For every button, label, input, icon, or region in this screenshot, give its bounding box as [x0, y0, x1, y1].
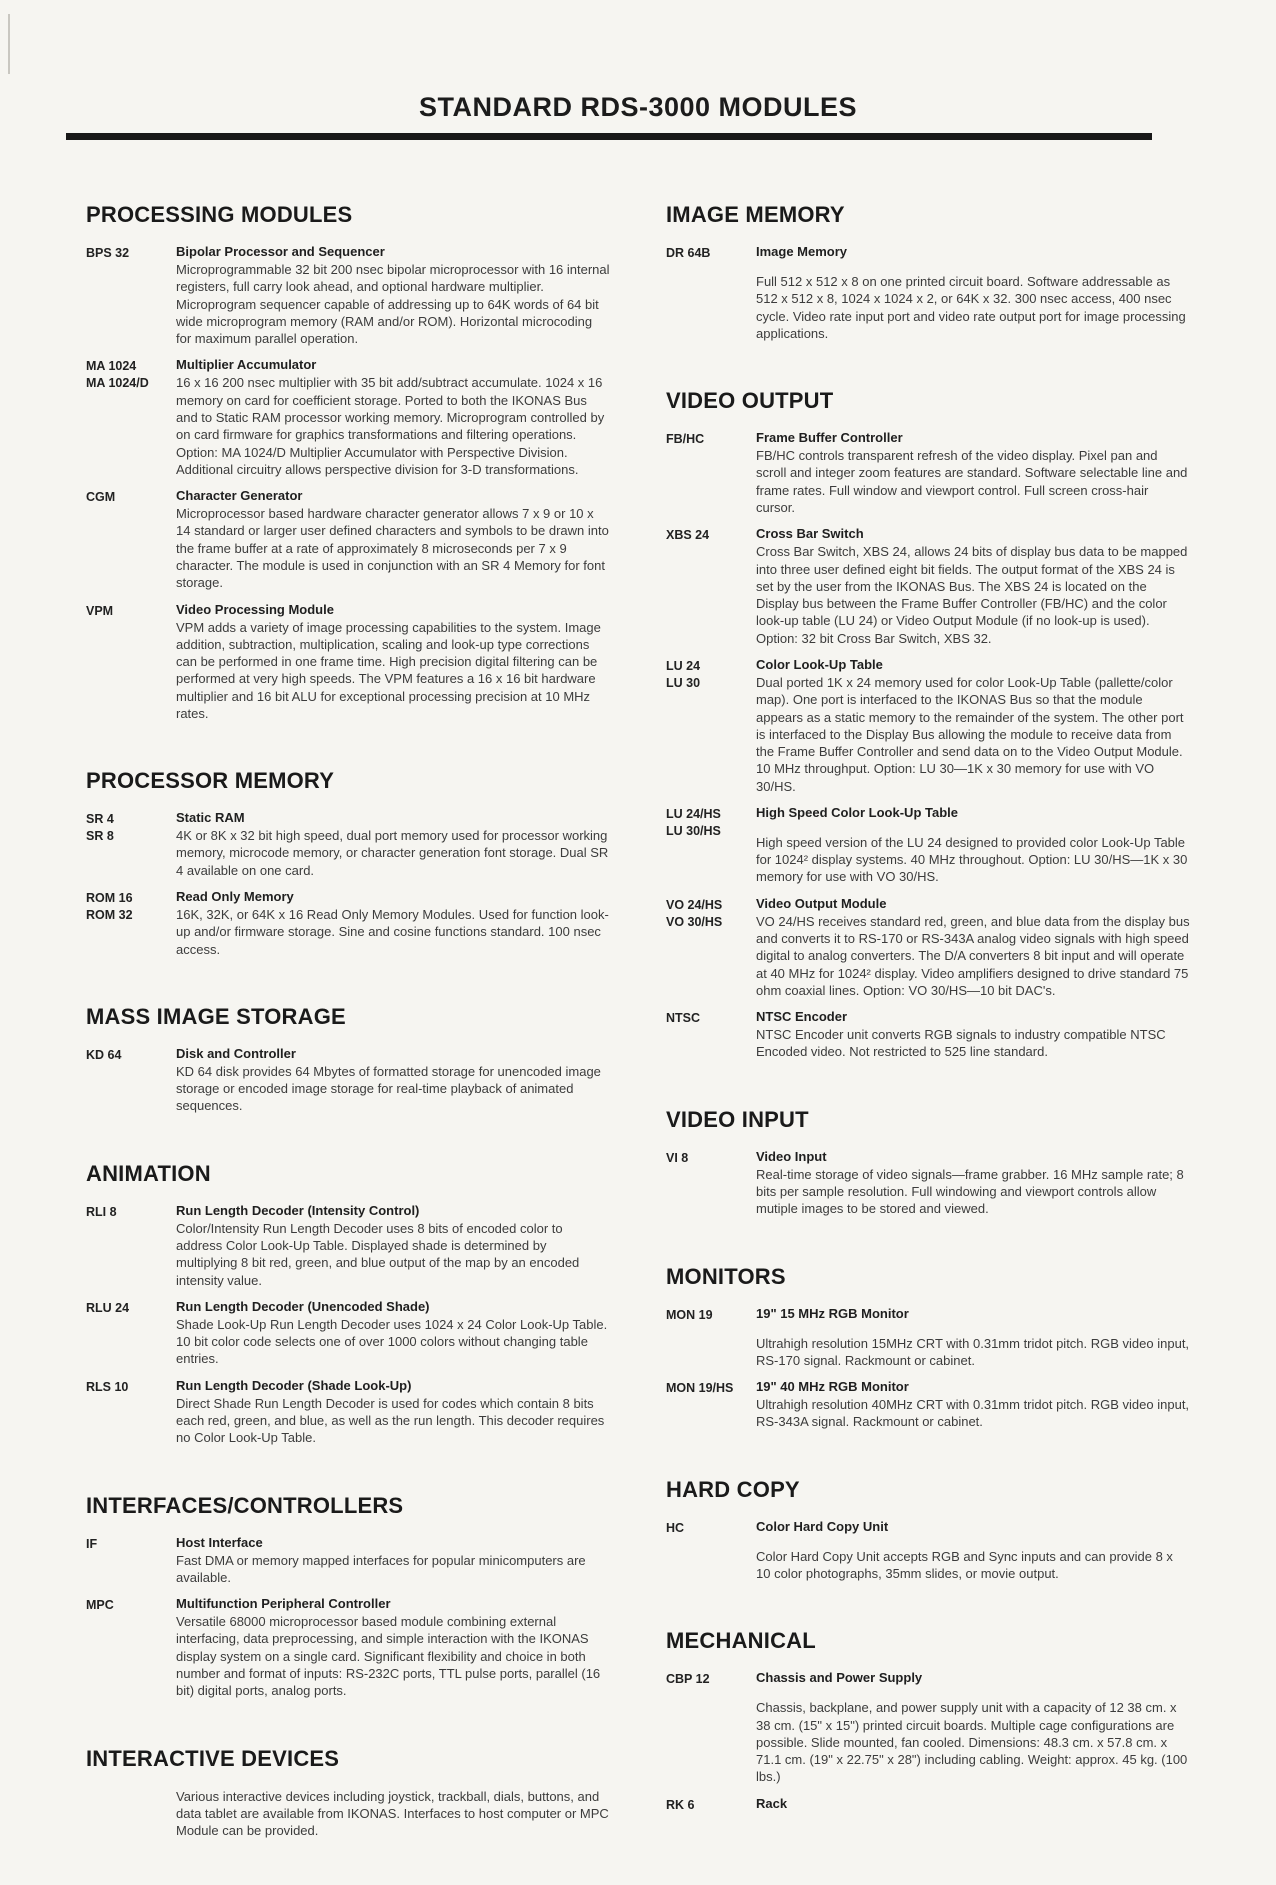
module-section [86, 1746, 610, 1840]
module-entry [666, 244, 1190, 342]
module-content [756, 657, 1190, 795]
module-entry [86, 1788, 610, 1840]
module-code [666, 1796, 756, 1814]
section-heading: VIDEO OUTPUT [666, 388, 834, 414]
module-content [756, 896, 1190, 999]
module-code [86, 488, 176, 591]
module-code-line: RLI 8 [86, 1204, 117, 1219]
module-content [176, 1299, 610, 1368]
module-code-line: BPS 32 [86, 246, 130, 260]
module-code [666, 896, 756, 999]
module-entry [666, 1149, 1190, 1218]
section-heading: INTERFACES/CONTROLLERS [86, 1492, 404, 1518]
module-entry [666, 1670, 1190, 1785]
module-title: Color Look-Up Table [756, 656, 883, 672]
module-content [176, 1596, 610, 1699]
module-description: NTSC Encoder unit converts RGB signals to industry compatible NTSC Encoded video. Not restricted to 525 line standard. [756, 1027, 1166, 1060]
module-content [176, 1378, 610, 1447]
module-entry [666, 1379, 1190, 1431]
module-code [666, 1009, 756, 1061]
module-content [756, 1379, 1190, 1431]
module-title: Disk and Controller [176, 1045, 296, 1061]
module-description: Cross Bar Switch, XBS 24, allows 24 bits of display bus data to be mapped into three user defined eight bit fields. The output format of the XBS 24 is set by the user from the IKONAS Bus. The XBS 24 is located on the Display bus between the Frame Buffer Controller (FB/HC) and the color look-up table (LU 24) or Video Output Module (if no look-up is used). Option: 32 bit Cross Bar Switch, XBS 32. [756, 544, 1188, 646]
module-description: KD 64 disk provides 64 Mbytes of formatted storage for unencoded image storage or encoded image storage for real-time playback of animated sequences. [176, 1063, 601, 1114]
module-section [666, 388, 1190, 1061]
module-section [86, 1004, 610, 1115]
module-title: Bipolar Processor and Sequencer [176, 244, 385, 259]
module-title: Video Output Module [756, 895, 887, 911]
module-entry [86, 1046, 610, 1115]
module-section [86, 1493, 610, 1700]
module-code-line: XBS 24 [666, 528, 710, 543]
module-code [86, 1596, 176, 1699]
module-code [86, 1046, 176, 1115]
module-code-line: ROM 16 [86, 891, 133, 906]
module-code [666, 657, 756, 795]
module-description: Color Hard Copy Unit accepts RGB and Sync inputs and can provide 8 x 10 color photographs, 35mm slides, or movie output. [756, 1548, 1173, 1581]
module-description: 16 x 16 200 nsec multiplier with 35 bit add/subtract accumulate. 1024 x 16 memory on card for coefficient storage. Ported to both the IKONAS Bus and to Static RAM processor working memory. Microprogram controlled by on card firmware for graphics transformations and filtering operations. Option: MA 1024/D Multiplier Accumulator with Perspective Division. Additional circuitry allows perspective division for 3-D transformations. [176, 375, 605, 477]
section-heading: VIDEO INPUT [666, 1106, 809, 1132]
module-code-line: MPC [86, 1598, 114, 1613]
module-description: FB/HC controls transparent refresh of the video display. Pixel pan and scroll and integer zoom features are standard. Software selectable line and frame rates. Full window and viewport control. Full screen cross-hair cursor. [756, 448, 1188, 515]
section-heading: PROCESSOR MEMORY [86, 768, 335, 794]
module-title: Frame Buffer Controller [756, 430, 903, 446]
module-code-line: RLS 10 [86, 1379, 129, 1394]
module-code [86, 1203, 176, 1289]
module-description: Shade Look-Up Run Length Decoder uses 1024 x 24 Color Look-Up Table. 10 bit color code selects one of over 1000 colors without changing table entries. [176, 1316, 608, 1367]
module-code [666, 1306, 756, 1370]
module-code-line: VO 24/HS [666, 897, 723, 912]
module-entry [666, 657, 1190, 795]
module-code-line: LU 24 [666, 658, 701, 673]
module-code-line: SR 4 [86, 812, 114, 827]
module-title: Cross Bar Switch [756, 526, 864, 542]
section-heading: HARD COPY [666, 1476, 800, 1502]
module-code [666, 805, 756, 886]
section-heading: MECHANICAL [666, 1628, 816, 1654]
module-content [176, 602, 610, 723]
module-title: Static RAM [176, 810, 245, 826]
module-entry [666, 526, 1190, 647]
module-content [176, 1535, 610, 1587]
module-title: High Speed Color Look-Up Table [756, 804, 958, 820]
module-title: Multiplier Accumulator [176, 357, 317, 373]
module-title: Chassis and Power Supply [756, 1670, 923, 1686]
page-title: STANDARD RDS-3000 MODULES [418, 92, 858, 122]
module-description: Ultrahigh resolution 15MHz CRT with 0.31mm tridot pitch. RGB video input, RS-170 signal. Rackmount or cabinet. [756, 1335, 1190, 1368]
module-code [666, 1149, 756, 1218]
module-content [176, 488, 610, 591]
module-code [86, 602, 176, 723]
module-code [666, 430, 756, 516]
module-content [756, 1149, 1190, 1218]
module-entry [86, 810, 610, 879]
module-entry [86, 1299, 610, 1368]
module-content [756, 1519, 1190, 1583]
module-title: Run Length Decoder (Intensity Control) [176, 1202, 420, 1218]
module-code [666, 1670, 756, 1785]
module-code-line: HC [666, 1520, 685, 1535]
module-content [176, 889, 610, 958]
module-description: Various interactive devices including joystick, trackball, dials, buttons, and data tablet are available from IKONAS. Interfaces to host computer or MPC Module can be provided. [176, 1788, 609, 1839]
module-description: Chassis, backplane, and power supply unit with a capacity of 12 38 cm. x 38 cm. (15" x 15") printed circuit boards. Multiple cage configurations are possible. Slide mounted, fan cooled. Dimensions: 48.3 cm. x 57.8 cm. x 71.1 cm. (19" x 22.75" x 28") including cabling. Weight: approx. 45 kg. (100 lbs.) [756, 1700, 1188, 1785]
module-code-line: KD 64 [86, 1047, 122, 1062]
module-code-line: RK 6 [666, 1797, 695, 1812]
module-content [756, 244, 1190, 342]
module-code-line: VO 30/HS [666, 914, 723, 929]
module-content [176, 1203, 610, 1289]
module-content [176, 357, 610, 478]
module-title: Character Generator [176, 488, 303, 504]
module-entry [86, 889, 610, 958]
section-heading: ANIMATION [86, 1160, 211, 1186]
module-code-line: VPM [86, 603, 114, 618]
module-code [666, 244, 756, 342]
module-description: Versatile 68000 microprocessor based module combining external interfacing, data preprocessing, and simple interaction with the IKONAS display system on a single card. Significant flexibility and choice in both number and format of inputs: RS-232C ports, TTL pulse ports, parallel (16 bit) digital ports, analog ports. [176, 1614, 601, 1699]
module-description: VO 24/HS receives standard red, green, and blue data from the display bus and converts it to RS-170 or RS-343A analog video signals with high speed digital to analog converters. The D/A converters 8 bit input and will operate at 40 MHz for 1024² display. Video amplifiers designed to drive standard 75 ohm coaxial lines. Option: VO 30/HS—10 bit DAC's. [756, 913, 1190, 998]
module-title: Host Interface [176, 1534, 263, 1550]
module-content [756, 1796, 1190, 1814]
left-column [86, 202, 610, 1885]
module-description: 16K, 32K, or 64K x 16 Read Only Memory Modules. Used for function look-up and/or firmware storage. Sine and cosine functions standard. 100 nsec access. [176, 907, 609, 957]
section-heading: INTERACTIVE DEVICES [86, 1745, 340, 1771]
module-title: Multifunction Peripheral Controller [176, 1596, 391, 1612]
module-title: Video Input [756, 1148, 827, 1164]
module-code [86, 1299, 176, 1368]
two-column-layout [0, 202, 1276, 1885]
module-section [86, 768, 610, 958]
module-entry [666, 1796, 1190, 1814]
section-heading: MASS IMAGE STORAGE [86, 1003, 346, 1029]
module-code-line: LU 24/HS [666, 806, 721, 821]
module-code-line: VI 8 [666, 1150, 689, 1165]
module-entry [666, 1519, 1190, 1583]
module-entry [86, 488, 610, 591]
module-description: 4K or 8K x 32 bit high speed, dual port memory used for processor working memory, microcode memory, or character generation font storage. Dual SR 4 available on one card. [176, 828, 609, 878]
module-content [176, 1046, 610, 1115]
module-code-line: LU 30 [666, 675, 701, 690]
module-code [666, 1379, 756, 1431]
module-description: VPM adds a variety of image processing capabilities to the system. Image addition, subtraction, multiplication, scaling and look-up type corrections can be performed in one frame time. High precision digital filtering can be performed at very high speeds. The VPM features a 16 x 16 bit hardware multiplier and 16 bit ALU for exceptional processing precision at 10 MHz rates. [176, 619, 601, 721]
module-section [666, 1477, 1190, 1583]
module-code-line: DR 64B [666, 246, 711, 260]
page-header [0, 0, 1276, 140]
module-code-line: RLU 24 [86, 1300, 130, 1315]
module-content [756, 430, 1190, 516]
module-entry [86, 1203, 610, 1289]
module-code-line: LU 30/HS [666, 823, 721, 838]
module-code-line: MA 1024 [86, 359, 137, 374]
module-entry [86, 244, 610, 347]
module-code [666, 1519, 756, 1583]
module-title: 19" 15 MHz RGB Monitor [756, 1305, 909, 1321]
module-code [86, 357, 176, 478]
module-description: Direct Shade Run Length Decoder is used for codes which contain 8 bits each red, green, and blue, as well as the run length. This decoder requires no Color Look-Up Table. [176, 1395, 605, 1446]
module-code-line: SR 8 [86, 829, 114, 844]
module-title: Run Length Decoder (Shade Look-Up) [176, 1377, 412, 1393]
module-entry [86, 1535, 610, 1587]
module-description: Real-time storage of video signals—frame grabber. 16 MHz sample rate; 8 bits per sample resolution. Full windowing and viewport controls allow mutiple images to be stored and viewed. [756, 1166, 1184, 1217]
module-title: Video Processing Module [176, 601, 334, 617]
module-entry [666, 805, 1190, 886]
module-section [86, 1161, 610, 1447]
module-code [86, 889, 176, 958]
module-code [86, 1788, 176, 1840]
module-code-line: MON 19/HS [666, 1381, 734, 1396]
module-code-line: NTSC [666, 1011, 701, 1026]
module-content [756, 526, 1190, 647]
module-section [666, 202, 1190, 342]
section-heading: MONITORS [666, 1263, 786, 1289]
module-entry [666, 896, 1190, 999]
module-description: High speed version of the LU 24 designed to provided color Look-Up Table for 1024² display systems. 40 MHz throughout. Option: LU 30/HS—1K x 30 memory for use with VO 30/HS. [756, 834, 1188, 885]
module-entry [86, 602, 610, 723]
module-code-line: MA 1024/D [86, 376, 149, 391]
module-code [86, 244, 176, 347]
module-title: Image Memory [756, 244, 848, 259]
module-content [176, 810, 610, 879]
module-content [756, 1009, 1190, 1061]
module-description: Dual ported 1K x 24 memory used for color Look-Up Table (pallette/color map). One port is interfaced to the IKONAS Bus so that the module appears as a static memory to the remainder of the system. The other port is interfaced to the Display Bus allowing the module to receive data from the Frame Buffer Controller and send data on to the Video Output Module. 10 MHz throughput. Option: LU 30—1K x 30 memory for use with VO 30/HS. [756, 674, 1184, 794]
module-section [86, 202, 610, 722]
module-code-line: MON 19 [666, 1307, 713, 1322]
section-heading: IMAGE MEMORY [666, 202, 845, 227]
module-description: Fast DMA or memory mapped interfaces for popular minicomputers are available. [176, 1552, 586, 1585]
module-entry [86, 357, 610, 478]
module-title: 19" 40 MHz RGB Monitor [756, 1379, 909, 1395]
module-code [666, 526, 756, 647]
module-entry [666, 1306, 1190, 1370]
module-code-line: ROM 32 [86, 907, 133, 922]
section-heading: PROCESSING MODULES [86, 202, 353, 227]
module-content [756, 1670, 1190, 1785]
scan-edge-artifact [8, 14, 10, 74]
right-column [666, 202, 1190, 1860]
module-title: Read Only Memory [176, 889, 294, 905]
module-entry [666, 1009, 1190, 1061]
module-code [86, 1378, 176, 1447]
module-code-line: CGM [86, 490, 116, 505]
module-description: Color/Intensity Run Length Decoder uses 8 bits of encoded color to address Color Look-Up Table. Displayed shade is determined by multiplying 8 bit red, green, and blue output of the map by an encoded intensity value. [176, 1220, 580, 1288]
module-section [666, 1264, 1190, 1431]
module-description: Full 512 x 512 x 8 on one printed circuit board. Software addressable as 512 x 512 x 8, 1024 x 1024 x 2, or 64K x 32. 300 nsec access, 400 nsec cycle. Video rate input port and video rate output port for image processing applications. [756, 274, 1186, 341]
module-code [86, 1535, 176, 1587]
module-content [176, 1788, 610, 1840]
title-rule [66, 133, 1152, 140]
module-description: Microprogrammable 32 bit 200 nsec bipolar microprocessor with 16 internal registers, full carry look ahead, and optional hardware multiplier. Microprogram sequencer capable of addressing up to 64K words of 64 bit wide microprogram memory (RAM and/or ROM). Horizontal microcoding for maximum parallel operation. [176, 262, 610, 347]
module-entry [666, 430, 1190, 516]
module-code [86, 810, 176, 879]
module-code-line: CBP 12 [666, 1672, 710, 1687]
module-content [756, 1306, 1190, 1370]
module-section [666, 1628, 1190, 1813]
module-code-line: IF [86, 1536, 98, 1551]
module-description: Microprocessor based hardware character generator allows 7 x 9 or 10 x 14 standard or larger user defined characters and symbols to be drawn into the frame buffer at a rate of approximately 8 microseconds per 7 x 9 character. The module is used in conjunction with an SR 4 Memory for font storage. [176, 506, 609, 591]
module-entry [86, 1596, 610, 1699]
module-description: Ultrahigh resolution 40MHz CRT with 0.31mm tridot pitch. RGB video input, RS-343A signal. Rackmount or cabinet. [756, 1397, 1190, 1430]
module-section [666, 1107, 1190, 1218]
module-entry [86, 1378, 610, 1447]
module-code-line: FB/HC [666, 432, 705, 447]
module-title: Rack [756, 1795, 788, 1811]
module-content [176, 244, 610, 347]
module-title: Color Hard Copy Unit [756, 1518, 889, 1534]
module-content [756, 805, 1190, 886]
module-title: Run Length Decoder (Unencoded Shade) [176, 1298, 430, 1314]
module-title: NTSC Encoder [756, 1009, 848, 1025]
